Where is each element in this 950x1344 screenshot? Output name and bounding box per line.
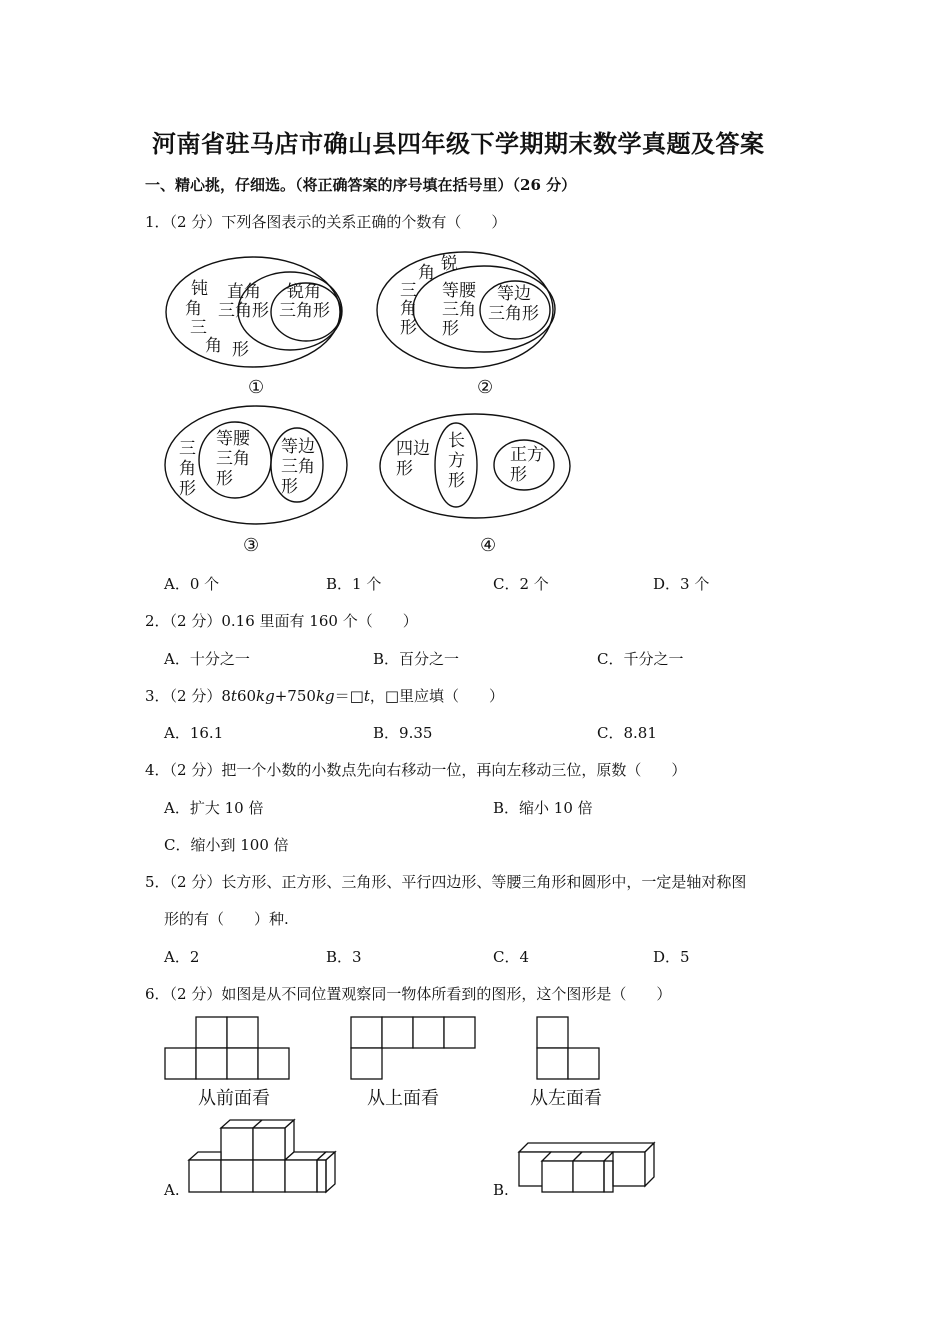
diagram-marker-2: ② [477,377,494,398]
label: 三 [190,318,207,338]
q4-option-b[interactable]: B．缩小 10 倍 [493,799,593,817]
label: 方 [448,451,465,471]
option-b-3d-figure [518,1140,658,1195]
q5-option-c[interactable]: C．4 [493,948,530,966]
label: 形 [442,319,459,339]
question-1-stem: 1．（2 分）下列各图表示的关系正确的个数有（ ） [145,213,507,231]
label: 三角形 [218,301,269,321]
label: 四边 [396,439,430,459]
q1-option-b[interactable]: B．1 个 [326,575,382,593]
label: 长 [448,431,465,451]
label: 等腰 [216,429,250,449]
question-5-stem-line1: 5．（2 分）长方形、正方形、三角形、平行四边形、等腰三角形和圆形中，一定是轴对称图 [145,873,747,891]
top-view-figure [350,1016,476,1080]
label: 角 [185,299,202,319]
label: 三角形 [279,301,330,321]
stem-text: 3．（2 分）8 [145,687,231,705]
q6-option-b[interactable]: B. [493,1181,509,1199]
label: 三角 [216,449,250,469]
label: 三 [400,281,417,301]
stem-text: ＝□ [334,687,364,705]
diagram-marker-3: ③ [243,535,260,556]
label: 三角 [442,300,476,320]
unit-t: t [230,687,237,705]
front-view-figure [164,1016,290,1080]
label: 形 [448,471,465,491]
q1-option-a[interactable]: A．0 个 [164,575,220,593]
venn-diagram-1 [163,255,353,375]
q5-option-d[interactable]: D．5 [653,948,690,966]
stem-text: 60 [236,687,257,705]
venn-diagram-4 [378,412,578,522]
label: 等腰 [442,281,476,301]
question-6-stem: 6．（2 分）如图是从不同位置观察同一物体所看到的图形，这个图形是（ ） [145,985,672,1003]
label: 钝 [191,279,208,299]
label: 三角形 [488,304,539,324]
label: 形 [396,459,413,479]
q2-option-b[interactable]: B．百分之一 [373,650,460,668]
label: 形 [281,477,298,497]
label: 形 [216,469,233,489]
label: 形 [400,318,417,338]
view-label-top: 从上面看 [367,1088,439,1109]
view-label-left: 从左面看 [530,1088,602,1109]
view-label-front: 从前面看 [198,1088,270,1109]
label: 角 [205,336,222,356]
label: 等边 [281,437,315,457]
question-5-stem-line2: 形的有（ ）种. [164,910,289,928]
label: 正方 [510,445,544,465]
label: 角 [179,459,196,479]
stem-text: ，□里应填（ ） [369,687,505,705]
label: 形 [232,340,249,360]
option-a-3d-figure [188,1119,338,1194]
question-2-stem: 2．（2 分）0.16 里面有 160 个（ ） [145,612,418,630]
label: 角 [400,299,417,319]
section-heading: 一、精心挑，仔细选。（将正确答案的序号填在括号里）（26 分） [145,176,577,194]
q3-option-a[interactable]: A．16.1 [164,724,224,742]
question-3-stem [145,685,504,706]
q1-option-c[interactable]: C．2 个 [493,575,549,593]
q1-option-d[interactable]: D．3 个 [653,575,710,593]
diagram-marker-4: ④ [480,535,497,556]
unit-t: t [363,687,370,705]
venn-diagram-2 [375,248,565,373]
q6-option-a[interactable]: A. [164,1181,180,1199]
label: 形 [510,465,527,485]
q2-option-c[interactable]: C．千分之一 [597,650,684,668]
left-view-figure [536,1016,602,1080]
venn-diagram-3 [163,405,353,530]
page-title: 河南省驻马店市确山县四年级下学期期末数学真题及答案 [152,129,765,158]
label: 直角 [227,282,261,302]
q5-option-a[interactable]: A．2 [164,948,200,966]
diagram-marker-1: ① [248,377,265,398]
q3-option-b[interactable]: B．9.35 [373,724,433,742]
q2-option-a[interactable]: A．十分之一 [164,650,250,668]
label: 角 [418,263,435,283]
q5-option-b[interactable]: B．3 [326,948,362,966]
label: 三角 [281,457,315,477]
stem-text: +750 [274,687,316,705]
unit-kg: kg [315,687,335,705]
label: 等边 [497,284,531,304]
q4-option-c[interactable]: C．缩小到 100 倍 [164,836,289,854]
question-4-stem: 4．（2 分）把一个小数的小数点先向右移动一位，再向左移动三位，原数（ ） [145,761,687,779]
q3-option-c[interactable]: C．8.81 [597,724,657,742]
q4-option-a[interactable]: A．扩大 10 倍 [164,799,264,817]
unit-kg: kg [256,687,275,705]
label: 形 [179,479,196,499]
label: 锐 [441,254,458,274]
label: 锐角 [287,282,321,302]
label: 三 [179,439,196,459]
